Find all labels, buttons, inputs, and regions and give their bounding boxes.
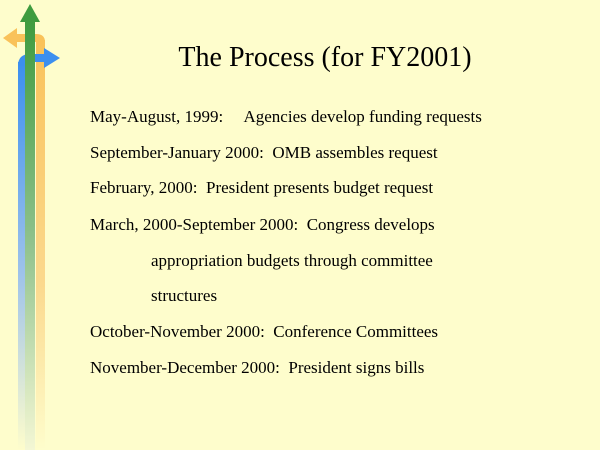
timeline-item: September-January 2000: OMB assembles request	[90, 143, 438, 162]
timeline-item: March, 2000-September 2000: Congress develops	[90, 215, 435, 234]
slide-title: The Process (for FY2001)	[178, 42, 472, 73]
timeline-item-continuation: structures	[151, 286, 218, 305]
timeline-item: May-August, 1999: Agencies develop funding requests	[90, 107, 482, 126]
timeline-item: November-December 2000: President signs bills	[90, 358, 425, 377]
timeline-item: February, 2000: President presents budget request	[90, 178, 434, 197]
timeline-item: October-November 2000: Conference Committees	[90, 322, 439, 341]
timeline-item-continuation: appropriation budgets through committee	[151, 251, 433, 270]
